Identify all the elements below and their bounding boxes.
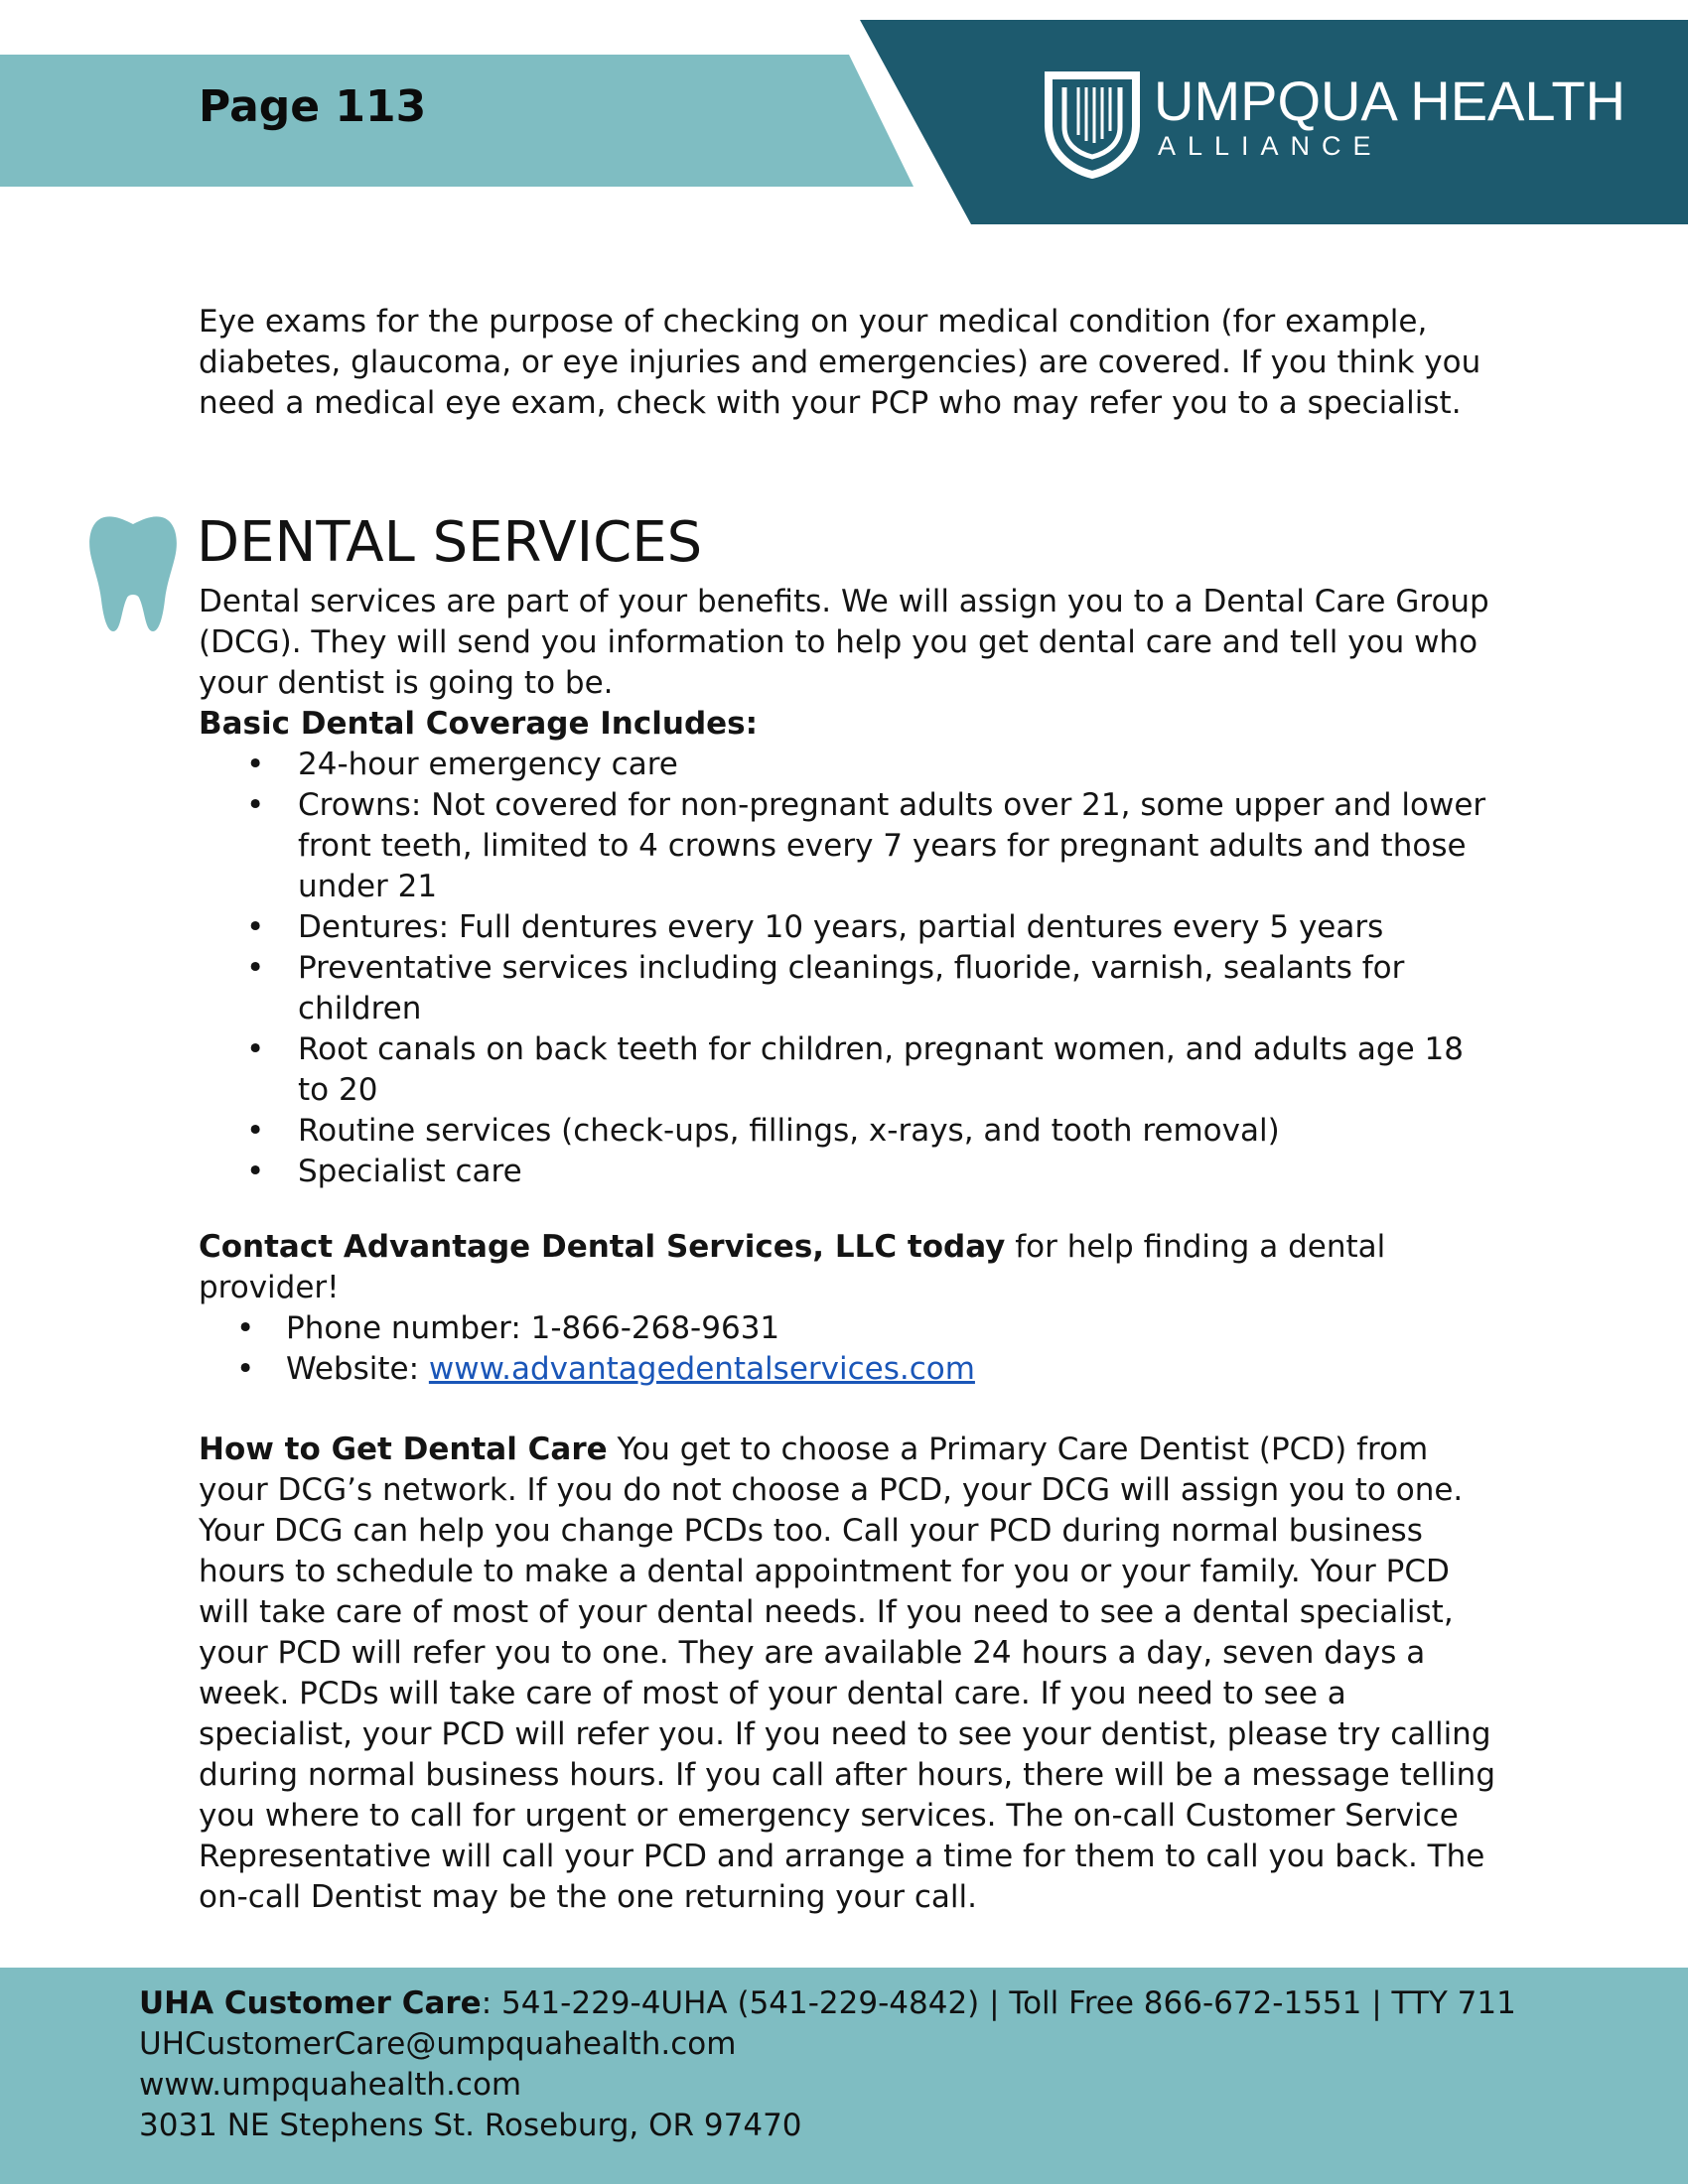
phone-item [199, 1308, 1489, 1349]
footer-contact [139, 1983, 1516, 2146]
list-item: • Root canals on back teeth for children, pregnant women, and adults age 18 to 20 [199, 1029, 1489, 1111]
dental-care-body: You get to choose a Primary Care Dentist (PCD) from your DCG’s network. If you do not choose a PCD, your DCG will assign you to one. Your DCG can help you change PCDs too. Call your PCD during normal business hours to schedule to make a dental appointment for you or your family. Your PCD will take care of most of your dental needs. If you need to see a dental specialist, your PCD will refer you to one. They are available 24 hours a day, seven days a week. PCDs will take care of most of your dental care. If you need to see a specialist, your PCD will refer you. If you need to see your dentist, please try calling during normal business hours. If you call after hours, there will be a message telling you where to call for urgent or emergency services. The on-call Customer Service Representative will call your PCD and arrange a time for them to call you back. The on-call Dentist may be the one returning your call. [199, 1432, 1495, 1915]
phone-number: 1-866-268-9631 [530, 1310, 780, 1346]
dental-website-link[interactable]: www.advantagedentalservices.com [428, 1351, 975, 1387]
intro-paragraph: Eye exams for the purpose of checking on your medical condition (for example, diabetes, glaucoma, or eye injuries and emergencies) are covered. If you think you need a medical eye exam, check with your PCP who may refer you to a specialist. [199, 304, 1481, 421]
list-item: • Specialist care [199, 1152, 1489, 1192]
umpqua-health-logo[interactable] [1043, 69, 1638, 179]
footer [0, 1968, 1688, 2184]
dental-description: Dental services are part of your benefits. We will assign you to a Dental Care Group (DCG). They will send you information to help you get dental care and tell you who your dentist is going to be. [199, 584, 1489, 701]
header-light-band [0, 55, 914, 187]
contact-lead: Contact Advantage Dental Services, LLC today [199, 1229, 1006, 1265]
list-item: • 24-hour emergency care [199, 745, 1489, 785]
coverage-list [199, 745, 1489, 1192]
shield-logo-icon [1043, 69, 1142, 179]
website-item [199, 1349, 1489, 1390]
list-item: • Crowns: Not covered for non-pregnant adults over 21, some upper and lower front teeth, limited to 4 crowns every 7 years for pregnant adults and those under 21 [199, 785, 1489, 907]
dental-care-section [199, 1430, 1499, 1918]
list-item: • Routine services (check-ups, fillings, x-rays, and tooth removal) [199, 1111, 1489, 1152]
list-item: • Preventative services including cleanings, fluoride, varnish, sealants for children [199, 948, 1489, 1029]
customer-care-label: UHA Customer Care [139, 1985, 482, 2021]
footer-address: 3031 NE Stephens St. Roseburg, OR 97470 [139, 2108, 802, 2143]
contact-section [199, 1227, 1489, 1390]
list-item: • Dentures: Full dentures every 10 years, partial dentures every 5 years [199, 907, 1489, 948]
contact-lead-rest: for help finding a dental provider! [199, 1229, 1386, 1305]
contact-list [199, 1308, 1489, 1390]
phone-label: Phone number: [286, 1310, 531, 1346]
dental-services-title: DENTAL SERVICES [197, 510, 703, 575]
dental-care-heading: How to Get Dental Care [199, 1432, 608, 1467]
website-label: Website: [286, 1351, 429, 1387]
footer-website[interactable]: www.umpquahealth.com [139, 2067, 522, 2103]
contact-intro [199, 1227, 1489, 1308]
footer-email[interactable]: UHCustomerCare@umpquahealth.com [139, 2026, 737, 2062]
coverage-heading: Basic Dental Coverage Includes: [199, 706, 759, 742]
logo-name: UMPQUA HEALTH [1154, 69, 1626, 132]
footer-phones-line [139, 1983, 1516, 2024]
dental-section [199, 582, 1489, 1192]
customer-care-phones: : 541-229-4UHA (541-229-4842) | Toll Free 866-672-1551 | TTY 711 [481, 1985, 1516, 2021]
dental-care-paragraph [199, 1430, 1499, 1918]
page-number: Page 113 [199, 81, 427, 132]
tooth-icon [87, 514, 179, 635]
logo-subtitle: ALLIANCE [1158, 131, 1383, 161]
